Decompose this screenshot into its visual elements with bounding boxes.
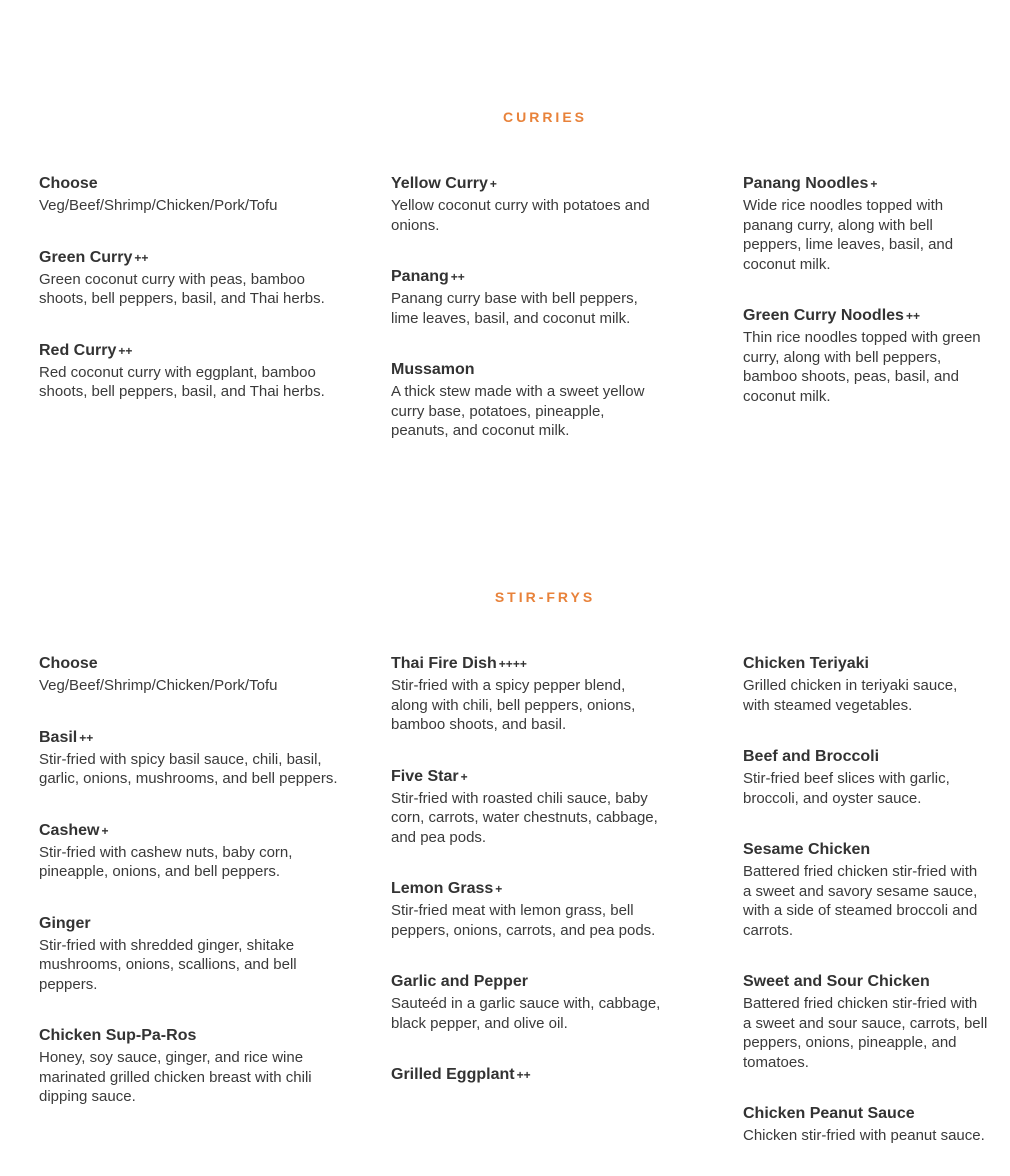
menu-item: [743, 838, 988, 940]
menu-item: [743, 745, 988, 808]
menu-item-description: Yellow coconut curry with potatoes and onions.: [391, 197, 650, 234]
menu-item-description: Veg/Beef/Shrimp/Chicken/Pork/Tofu: [39, 677, 278, 694]
menu-item: [743, 172, 988, 274]
menu-item-description: Panang curry base with bell peppers, lime leaves, basil, and coconut milk.: [391, 290, 638, 327]
menu-item-description: A thick stew made with a sweet yellow curry base, potatoes, pineapple, peanuts, and coconut milk.: [391, 383, 645, 439]
menu-item: [743, 970, 988, 1072]
menu-item-title: Garlic and Pepper: [391, 973, 528, 990]
menu-item-title: Thai Fire Dish: [391, 655, 497, 672]
menu-item: [39, 726, 339, 789]
menu-item-title: Red Curry: [39, 341, 117, 359]
menu-item-title: Lemon Grass: [391, 880, 494, 897]
menu-item-title: Cashew: [39, 821, 100, 839]
menu-item: [39, 246, 339, 309]
menu-item: [743, 304, 988, 406]
menu-item-description: Honey, soy sauce, ginger, and rice wine marinated grilled chicken breast with chili dipping sauce.: [39, 1049, 312, 1105]
menu-item-name: [743, 1102, 988, 1126]
spice-level: ++: [905, 309, 920, 323]
menu-item-name: [391, 877, 661, 901]
menu-item-name: [391, 1063, 661, 1087]
menu-item-description: Battered fried chicken stir-fried with a sweet and savory sesame sauce, with a side of steamed broccoli and carrots.: [743, 863, 978, 939]
spice-level: +: [460, 769, 468, 784]
menu-item-title: Chicken Peanut Sauce: [743, 1105, 915, 1122]
menu-item-name: [39, 246, 339, 270]
menu-item-description: Green coconut curry with peas, bamboo shoots, bell peppers, basil, and Thai herbs.: [39, 270, 325, 307]
menu-item-name: [391, 265, 661, 289]
menu-item: [39, 172, 339, 216]
menu-item-description: Sauteéd in a garlic sauce with, cabbage, black pepper, and olive oil.: [391, 995, 661, 1032]
curries-column-1: [39, 172, 339, 432]
menu-item-name: [39, 339, 339, 363]
menu-item-title: Ginger: [39, 914, 91, 932]
menu-item: [39, 652, 339, 696]
menu-item: [391, 358, 661, 441]
menu-item: [391, 652, 661, 735]
menu-item-name: [39, 726, 339, 750]
menu-item-name: [743, 838, 988, 862]
menu-item: [391, 970, 661, 1033]
menu-item-description: Stir-fried with a spicy pepper blend, along with chili, bell peppers, onions, bamboo shoots, and basil.: [391, 677, 636, 733]
menu-item-title: Grilled Eggplant: [391, 1066, 515, 1083]
spice-level: +: [495, 882, 503, 896]
menu-item-title: Choose: [39, 655, 98, 672]
menu-item: [39, 1024, 339, 1107]
menu-item-title: Beef and Broccoli: [743, 748, 880, 765]
menu-item-title: Yellow Curry: [391, 175, 488, 192]
menu-item-description: Stir-fried beef slices with garlic, broccoli, and oyster sauce.: [743, 770, 950, 807]
curries-section-title: CURRIES: [502, 109, 587, 125]
curries-column-3: [743, 172, 988, 436]
menu-item-name: [391, 765, 661, 789]
menu-item-title: Sesame Chicken: [743, 841, 871, 858]
stirfrys-column-2: [391, 652, 661, 1117]
stirfrys-column-1: [39, 652, 339, 1137]
spice-level: +: [870, 177, 878, 191]
spice-level: ++: [516, 1068, 531, 1082]
menu-item-description: Stir-fried with cashew nuts, baby corn, pineapple, onions, and bell peppers.: [39, 843, 293, 880]
menu-item-title: Basil: [39, 728, 78, 746]
menu-item-name: [391, 652, 661, 676]
menu-item: [391, 172, 661, 235]
spice-level: ++: [79, 730, 94, 745]
menu-item-name: [39, 819, 339, 843]
menu-item-name: [743, 970, 988, 994]
menu-item: [391, 765, 661, 848]
menu-item-title: Mussamon: [391, 361, 475, 378]
menu-item: [743, 652, 988, 715]
menu-item-description: Grilled chicken in teriyaki sauce, with steamed vegetables.: [743, 677, 958, 714]
spice-level: +: [489, 177, 497, 191]
menu-item-title: Green Curry: [39, 248, 133, 266]
menu-item-description: Chicken stir-fried with peanut sauce.: [743, 1127, 985, 1144]
menu-item-title: Panang: [391, 268, 449, 285]
menu-item-description: Battered fried chicken stir-fried with a sweet and sour sauce, carrots, bell peppers, onions, pineapple, and tomatoes.: [743, 995, 988, 1071]
menu-item-name: [39, 652, 339, 676]
menu-item-name: [39, 1024, 339, 1048]
menu-item-title: Sweet and Sour Chicken: [743, 973, 930, 990]
menu-item-description: Thin rice noodles topped with green curry, along with bell peppers, bamboo shoots, peas, basil, and coconut milk.: [743, 329, 981, 405]
spice-level: ++: [450, 270, 465, 284]
menu-item-name: [743, 304, 988, 328]
menu-item: [391, 877, 661, 940]
menu-item-description: Stir-fried meat with lemon grass, bell peppers, onions, carrots, and pea pods.: [391, 902, 656, 939]
menu-item-title: Choose: [39, 175, 98, 192]
spice-level: ++: [118, 343, 133, 358]
menu-item-description: Wide rice noodles topped with panang curry, along with bell peppers, lime leaves, basil, and coconut milk.: [743, 197, 954, 273]
stirfrys-section-title: STIR-FRYS: [494, 589, 596, 605]
curries-column-2: [391, 172, 661, 471]
menu-item: [391, 265, 661, 328]
menu-item-title: Green Curry Noodles: [743, 307, 904, 324]
menu-item-name: [391, 358, 661, 382]
menu-item: [391, 1063, 661, 1087]
menu-item-description: Red coconut curry with eggplant, bamboo shoots, bell peppers, basil, and Thai herbs.: [39, 363, 325, 400]
menu-item-description: Stir-fried with shredded ginger, shitake mushrooms, onions, scallions, and bell peppers.: [39, 936, 297, 993]
menu-item: [39, 339, 339, 402]
menu-item-description: Stir-fried with roasted chili sauce, baby corn, carrots, water chestnuts, cabbage, and pea pods.: [391, 789, 658, 846]
menu-item-title: Chicken Sup-Pa-Ros: [39, 1027, 197, 1044]
menu-item-description: Stir-fried with spicy basil sauce, chili, basil, garlic, onions, mushrooms, and bell peppers.: [39, 750, 338, 787]
menu-item-name: [39, 172, 339, 196]
menu-item-name: [743, 652, 988, 676]
menu-item: [743, 1102, 988, 1146]
spice-level: +: [101, 823, 109, 838]
menu-item: [39, 912, 339, 995]
menu-item: [39, 819, 339, 882]
spice-level: ++: [134, 250, 149, 265]
menu-item-name: [743, 745, 988, 769]
menu-item-name: [39, 912, 339, 936]
menu-item-title: Chicken Teriyaki: [743, 655, 869, 672]
stirfrys-column-3: [743, 652, 988, 1176]
menu-item-name: [743, 172, 988, 196]
menu-item-name: [391, 970, 661, 994]
menu-item-title: Panang Noodles: [743, 175, 869, 192]
menu-item-title: Five Star: [391, 767, 459, 785]
menu-item-name: [391, 172, 661, 196]
menu-item-description: Veg/Beef/Shrimp/Chicken/Pork/Tofu: [39, 197, 278, 214]
spice-level: ++++: [498, 657, 527, 671]
